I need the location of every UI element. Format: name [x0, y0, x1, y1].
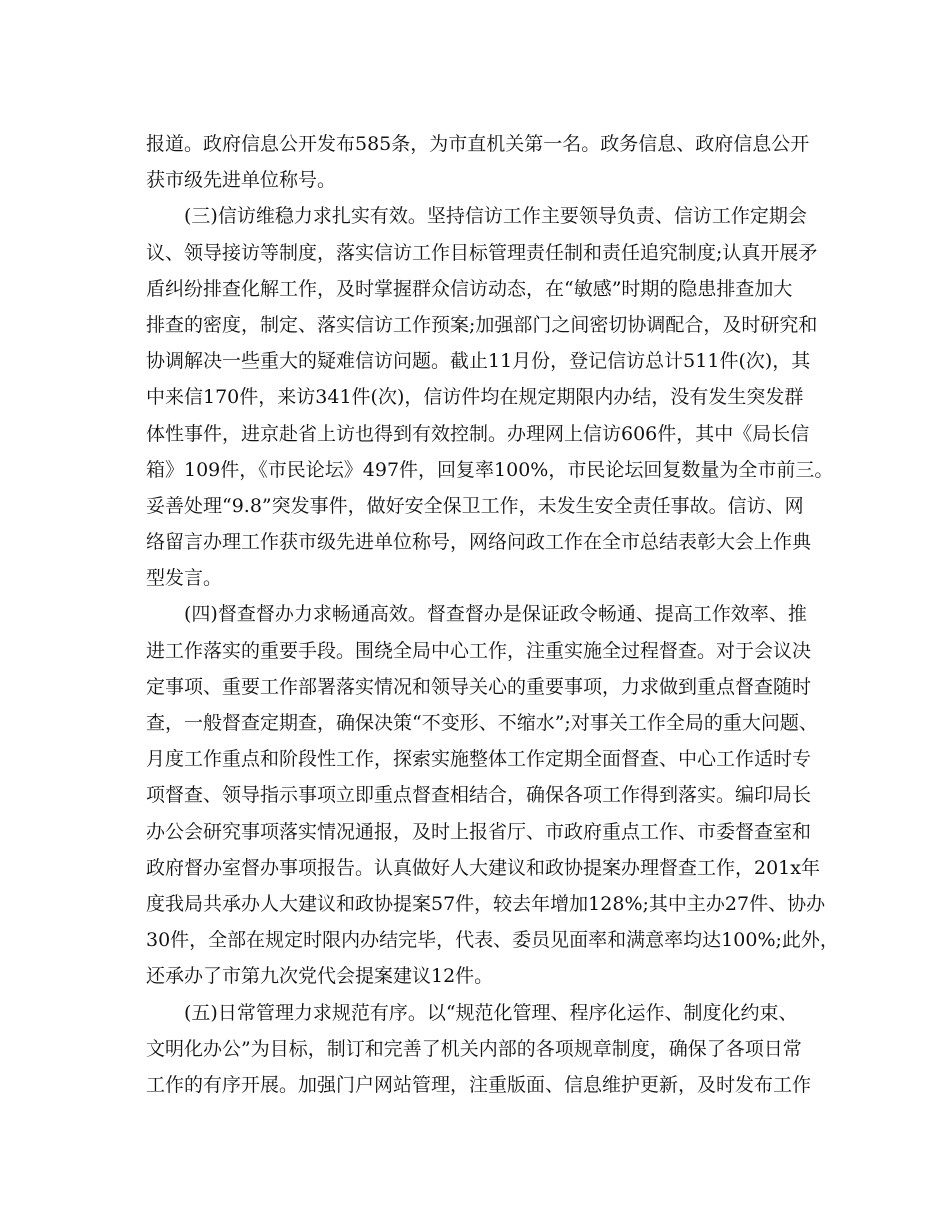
text-line: 报道。政府信息公开发布585条，为市直机关第一名。政务信息、政府信息公开	[146, 133, 810, 155]
text-line: 政府督办室督办事项报告。认真做好人大建议和政协提案办理督查工作，201x年	[146, 856, 820, 879]
text-line: 箱》109件，《市民论坛》497件，回复率100%，市民论坛回复数量为全市前三。	[146, 458, 834, 481]
text-line: 定事项、重要工作部署落实情况和领导关心的重要事项，力求做到重点督查随时	[146, 675, 812, 698]
text-line: 络留言办理工作获市级先进单位称号，网络问政工作在全市总结表彰大会上作典	[146, 531, 812, 554]
section-heading-line: (五)日常管理力求规范有序。以“规范化管理、程序化运作、制度化约束、	[184, 1001, 798, 1024]
text-line: 还承办了市第九次党代会提案建议12件。	[146, 965, 494, 988]
text-line: 盾纠纷排查化解工作，及时掌握群众信访动态，在“敏感”时期的隐患排查加大	[146, 277, 793, 300]
section-heading-line: (四)督查督办力求畅通高效。督查督办是保证政令畅通、提高工作效率、推	[184, 603, 807, 626]
text-line: 中来信170件，来访341件(次)，信访件均在规定期限内办结，没有发生突发群	[146, 386, 804, 409]
text-line: 体性事件，进京赴省上访也得到有效控制。办理网上信访606件，其中《局长信	[146, 422, 810, 445]
text-line: 妥善处理“9.8”突发事件，做好安全保卫工作，未发生安全责任事故。信访、网	[146, 494, 804, 517]
text-line: 议、领导接访等制度，落实信访工作目标管理责任制和责任追究制度;认真开展矛	[146, 241, 818, 264]
text-line: 进工作落实的重要手段。围绕全局中心工作，注重实施全过程督查。对于会议决	[146, 639, 812, 662]
document-body	[146, 126, 839, 1103]
text-line: 获市级先进单位称号。	[146, 169, 337, 192]
text-line: 文明化办公”为目标，制订和完善了机关内部的各项规章制度，确保了各项日常	[146, 1037, 802, 1060]
text-line: 项督查、领导指示事项立即重点督查相结合，确保各项工作得到落实。编印局长	[146, 784, 812, 807]
text-line: 排查的密度，制定、落实信访工作预案;加强部门之间密切协调配合，及时研究和	[146, 313, 818, 336]
section-heading-line: (三)信访维稳力求扎实有效。坚持信访工作主要领导负责、信访工作定期会	[184, 205, 807, 228]
text-line: 度我局共承办人大建议和政协提案57件，较去年增加128%;其中主办27件、协办	[146, 892, 826, 915]
text-line: 月度工作重点和阶段性工作，探索实施整体工作定期全面督查、中心工作适时专	[146, 748, 812, 771]
text-line: 协调解决一些重大的疑难信访问题。截止11月份，登记信访总计511件(次)，其	[146, 350, 811, 373]
text-line: 型发言。	[146, 567, 223, 590]
text-line: 查，一般督查定期查，确保决策“不变形、不缩水”;对事关工作全局的重大问题、	[146, 712, 818, 734]
text-line: 工作的有序开展。加强门户网站管理，注重版面、信息维护更新，及时发布工作	[146, 1073, 812, 1096]
text-line: 办公会研究事项落实情况通报，及时上报省厅、市政府重点工作、市委督查室和	[146, 820, 812, 843]
text-line: 30件，全部在规定时限内办结完毕，代表、委员见面率和满意率均达100%;此外，	[146, 929, 839, 952]
